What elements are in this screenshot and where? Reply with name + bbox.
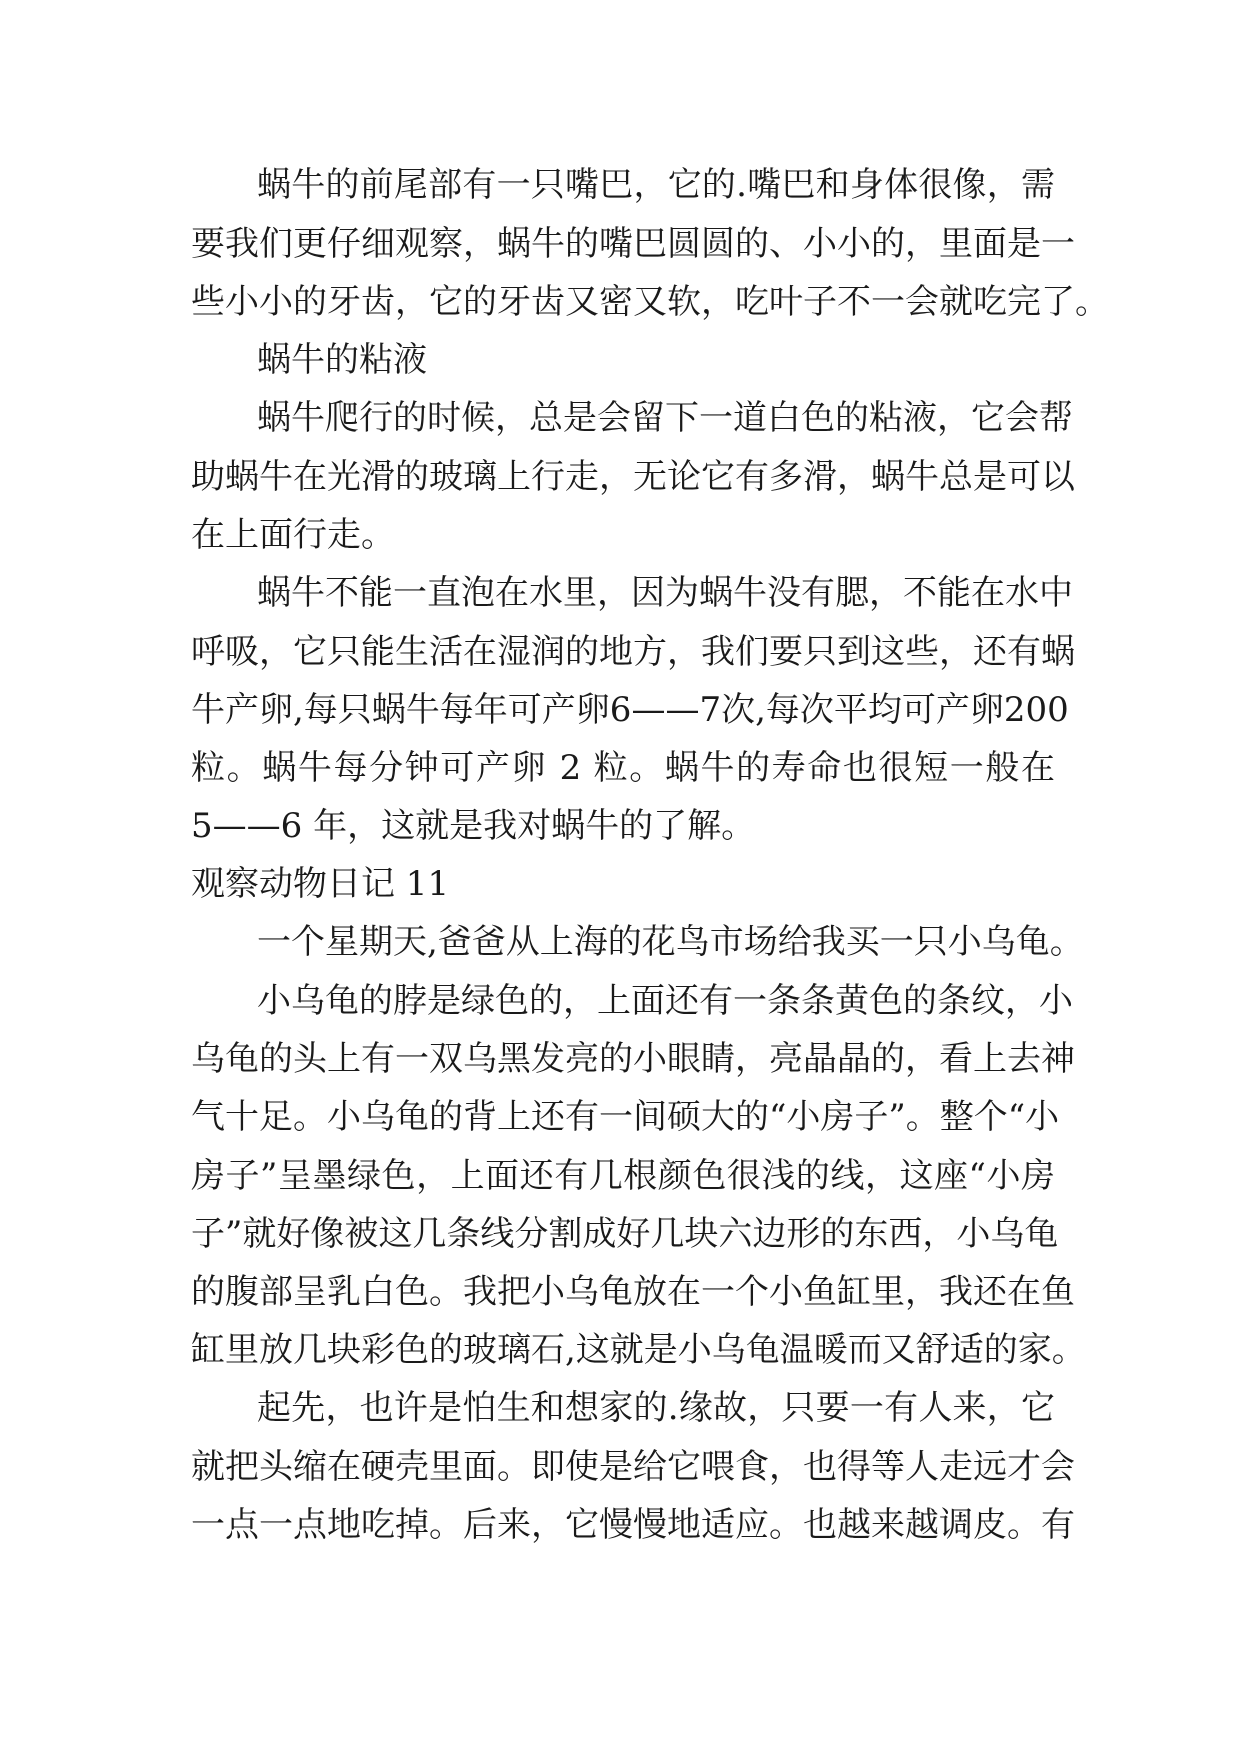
diary-title: 观察动物日记 11: [191, 864, 450, 904]
text-line: 房子”呈墨绿色，上面还有几根颜色很浅的线，这座“小房: [191, 1156, 1055, 1196]
text-line: 要我们更仔细观察，蜗牛的嘴巴圆圆的、小小的，里面是一: [191, 224, 1075, 264]
section-heading: 蜗牛的粘液: [257, 340, 427, 380]
text-line: 起先，也许是怕生和想家的.缘故，只要一有人来，它: [257, 1388, 1055, 1428]
text-line: 缸里放几块彩色的玻璃石,这就是小乌龟温暖而又舒适的家。: [191, 1330, 1086, 1370]
text-line: 牛产卵,每只蜗牛每年可产卵6——7次,每次平均可产卵200: [191, 690, 1069, 730]
text-line: 就把头缩在硬壳里面。即使是给它喂食，也得等人走远才会: [191, 1447, 1075, 1487]
text-line: 助蜗牛在光滑的玻璃上行走，无论它有多滑，蜗牛总是可以: [191, 457, 1075, 497]
text-line: 呼吸，它只能生活在湿润的地方，我们要只到这些，还有蜗: [191, 632, 1075, 672]
text-line: 的腹部呈乳白色。我把小乌龟放在一个小鱼缸里，我还在鱼: [191, 1272, 1075, 1312]
text-line: 5——6 年，这就是我对蜗牛的了解。: [191, 806, 756, 846]
text-line: 气十足。小乌龟的背上还有一间硕大的“小房子”。整个“小: [191, 1097, 1060, 1137]
text-line: 蜗牛不能一直泡在水里，因为蜗牛没有腮，不能在水中: [257, 573, 1073, 613]
text-line: 小乌龟的脖是绿色的，上面还有一条条黄色的条纹，小: [257, 981, 1073, 1021]
text-line: 子”就好像被这几条线分割成好几块六边形的东西，小乌龟: [191, 1214, 1059, 1254]
text-line: 些小小的牙齿，它的牙齿又密又软，吃叶子不一会就吃完了。: [191, 282, 1109, 322]
text-line: 一点一点地吃掉。后来，它慢慢地适应。也越来越调皮。有: [191, 1505, 1075, 1545]
text-line: 蜗牛的前尾部有一只嘴巴，它的.嘴巴和身体很像，需: [257, 165, 1055, 205]
text-line: 一个星期天,爸爸从上海的花鸟市场给我买一只小乌龟。: [257, 922, 1084, 962]
text-line: 乌龟的头上有一双乌黑发亮的小眼睛，亮晶晶的，看上去神: [191, 1039, 1075, 1079]
text-line: 蜗牛爬行的时候，总是会留下一道白色的粘液，它会帮: [257, 398, 1073, 438]
text-line: 在上面行走。: [191, 515, 395, 555]
text-line: 粒。蜗牛每分钟可产卵 2 粒。蜗牛的寿命也很短一般在: [191, 748, 1055, 788]
